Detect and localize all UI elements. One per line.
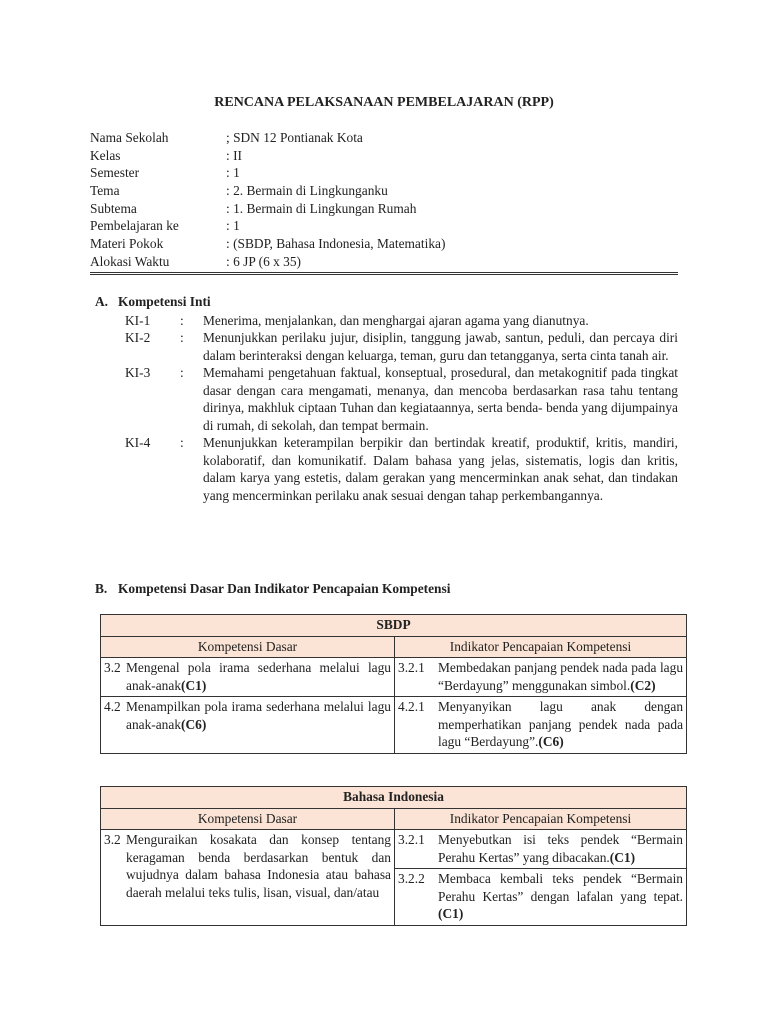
identity-value: ; SDN 12 Pontianak Kota <box>226 130 363 145</box>
ipk-number: 3.2.1 <box>398 832 425 847</box>
identity-key: Pembelajaran ke <box>90 218 179 234</box>
ki-text: Menerima, menjalankan, dan menghargai ajaran agama yang dianutnya. <box>203 312 589 328</box>
ipk-cell <box>395 830 687 869</box>
ipk-cell <box>395 658 687 697</box>
ipk-text: Menyanyikan lagu anak dengan memperhatikan panjang pendek nada pada lagu “Berdayung”.(C6) <box>438 699 684 749</box>
section-heading <box>95 293 678 311</box>
section-title: Kompetensi Inti <box>118 294 211 309</box>
ki-code: KI-1 <box>125 312 151 328</box>
kd-cell <box>101 697 395 754</box>
kd-number: 3.2 <box>104 660 121 675</box>
ki-item <box>95 434 678 504</box>
kd-cell <box>101 658 395 697</box>
table-title: SBDP <box>101 615 687 637</box>
section-number: B. <box>95 581 108 596</box>
ipk-level: (C6) <box>538 734 564 749</box>
ipk-level: (C1) <box>438 906 464 921</box>
identity-value: : 1 <box>226 218 240 234</box>
ki-list <box>95 312 678 505</box>
ki-colon: : <box>180 365 184 380</box>
column-header: Kompetensi Dasar <box>101 636 395 658</box>
identity-key: Kelas <box>90 147 121 163</box>
ki-item <box>95 312 678 330</box>
identity-row <box>90 164 678 182</box>
identity-key: Subtema <box>90 200 137 216</box>
table-title: Bahasa Indonesia <box>101 787 687 809</box>
kd-number: 3.2 <box>104 832 121 847</box>
sbdp-table <box>100 614 687 754</box>
section-heading <box>95 580 678 598</box>
identity-value: : 1 <box>226 165 240 181</box>
ki-code: KI-2 <box>125 330 151 345</box>
column-header: Indikator Pencapaian Kompetensi <box>395 636 687 658</box>
identity-key: Tema <box>90 183 120 199</box>
section-number: A. <box>95 294 109 309</box>
section-title: Kompetensi Dasar Dan Indikator Pencapaian Kompetensi <box>118 581 451 596</box>
identity-row <box>90 235 678 253</box>
ki-colon: : <box>180 330 184 345</box>
ki-colon: : <box>180 312 184 328</box>
kd-level: (C1) <box>181 677 207 693</box>
ki-colon: : <box>180 435 184 450</box>
ipk-text: Membaca kembali teks pendek “Bermain Perahu Kertas” dengan lafalan yang tepat.(C1) <box>438 871 683 921</box>
identity-key: Alokasi Waktu <box>90 253 170 269</box>
identity-value: : II <box>226 147 242 163</box>
identity-row <box>90 129 678 147</box>
ipk-text: Menyebutkan isi teks pendek “Bermain Perahu Kertas” yang dibacakan.(C1) <box>438 832 683 865</box>
ipk-cell <box>395 869 687 926</box>
kd-number: 4.2 <box>104 699 121 714</box>
column-header: Indikator Pencapaian Kompetensi <box>395 808 687 830</box>
ki-code: KI-4 <box>125 435 151 450</box>
identity-row <box>90 217 678 235</box>
kd-text: Menampilkan pola irama sederhana melalui lagu anak-anak(C6) <box>126 699 391 732</box>
kd-text: Menguraikan kosakata dan konsep tentang keragaman benda berdasarkan bentuk dan wujudnya dalam bahasa Indonesia atau bahasa daerah melalui teks tulis, lisan, visual, dan/atau <box>126 832 391 900</box>
identity-key: Semester <box>90 165 140 181</box>
double-rule-divider <box>90 272 678 275</box>
identity-value: : 2. Bermain di Lingkunganku <box>226 183 388 199</box>
kd-cell <box>101 830 395 926</box>
identity-row <box>90 147 678 165</box>
ki-item <box>95 329 678 364</box>
identity-row <box>90 182 678 200</box>
identity-row <box>90 200 678 218</box>
bahasa-indonesia-table <box>100 786 687 926</box>
kd-text: Mengenal pola irama sederhana melalui lagu anak-anak(C1) <box>126 660 391 693</box>
ki-text: Menunjukkan keterampilan berpikir dan bertindak kreatif, produktif, kritis, mandiri, kolaboratif, dan komunikatif. Dalam bahasa yang jelas, sistematis, logis dan kritis, dalam karya yang estetis, dalam gerakan yang mencerminkan anak sehat, dan tindakan yang mencerminkan perilaku anak sesuai dengan tahap perkembangannya. <box>203 435 678 503</box>
identity-value: : 1. Bermain di Lingkungan Rumah <box>226 200 417 216</box>
ipk-level: (C2) <box>630 677 656 693</box>
identity-key: Materi Pokok <box>90 236 164 252</box>
identity-row <box>90 253 678 271</box>
ipk-number: 3.2.1 <box>398 660 425 675</box>
identity-value: : (SBDP, Bahasa Indonesia, Matematika) <box>226 236 446 252</box>
ki-text: Memahami pengetahuan faktual, konseptual, prosedural, dan metakognitif pada tingkat dasar dengan cara mengamati, menanya, dan mencoba berdasarkan rasa tahu tentang dirinya, makhluk ciptaan Tuhan dan kegiataannya, serta benda- benda yang dijumpainya di rumah, di sekolah, dan tempat bermain. <box>203 365 678 433</box>
ki-code: KI-3 <box>125 365 151 380</box>
identity-key: Nama Sekolah <box>90 130 169 145</box>
ipk-cell <box>395 697 687 754</box>
table-row <box>101 830 687 869</box>
kd-level: (C6) <box>181 716 207 732</box>
table-row <box>101 658 687 697</box>
column-header: Kompetensi Dasar <box>101 808 395 830</box>
section-kompetensi-dasar <box>95 580 678 598</box>
ki-text: Menunjukkan perilaku jujur, disiplin, tanggung jawab, santun, peduli, dan percaya diri dalam berinteraksi dengan keluarga, teman, guru dan tetangganya, serta cinta tanah air. <box>203 330 678 363</box>
ipk-number: 3.2.2 <box>398 871 425 886</box>
section-kompetensi-inti <box>95 293 678 504</box>
document-title: RENCANA PELAKSANAAN PEMBELAJARAN (RPP) <box>214 95 554 110</box>
identity-value: : 6 JP (6 x 35) <box>226 253 302 269</box>
table-row <box>101 697 687 754</box>
identity-block <box>90 129 678 275</box>
ipk-number: 4.2.1 <box>398 699 425 714</box>
ipk-text: Membedakan panjang pendek nada pada lagu “Berdayung” menggunakan simbol.(C2) <box>438 660 684 693</box>
ki-item <box>95 364 678 434</box>
ipk-level: (C1) <box>609 849 636 865</box>
